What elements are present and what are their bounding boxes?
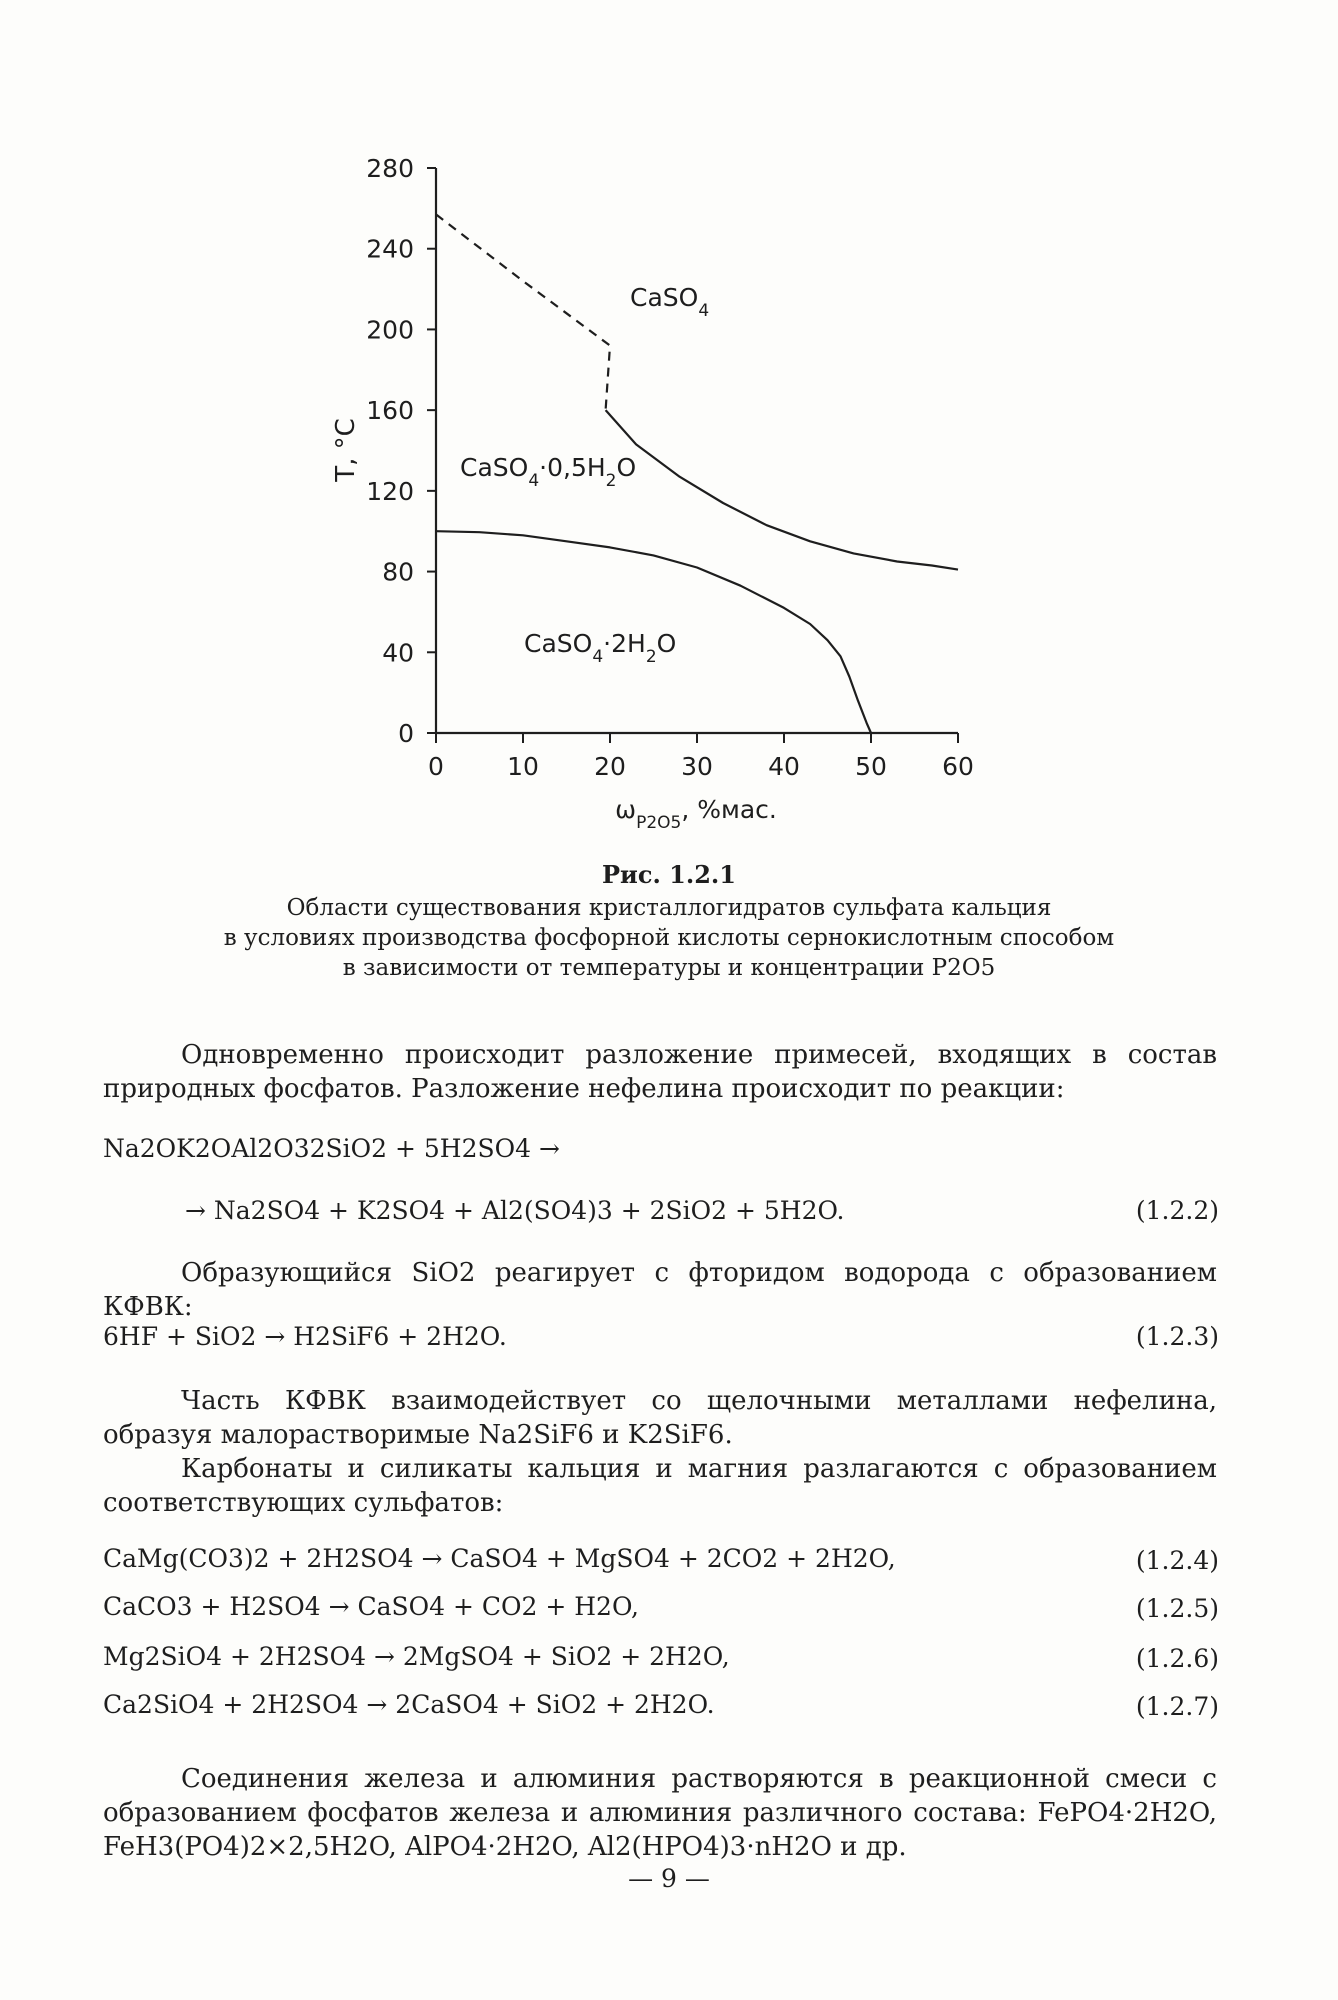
figure-title: Рис. 1.2.1 (602, 860, 736, 889)
equation: Na2OK2OAl2O32SiO2 + 5H2SO4 → (103, 1134, 560, 1163)
figure-caption-line: Области существования кристаллогидратов сульфата кальция (286, 895, 1052, 921)
equation-number: (1.2.4) (1135, 1546, 1219, 1575)
equation: Mg2SiO4 + 2H2SO4 → 2MgSO4 + SiO2 + 2H2O, (103, 1642, 730, 1671)
equation: CaMg(CO3)2 + 2H2SO4 → CaSO4 + MgSO4 + 2CO2 + 2H2O, (103, 1544, 896, 1573)
paragraph: Образующийся SiO2 реагирует с фторидом водорода с образованием КФВК: (103, 1258, 1217, 1322)
paragraph: Одновременно происходит разложение примесей, входящих в состав природных фосфатов. Разложение нефелина происходит по реакции: (103, 1040, 1217, 1104)
phase-diagram (0, 0, 1338, 840)
phase-boundary-line-3 (436, 531, 871, 733)
equation-number: (1.2.2) (1135, 1196, 1219, 1225)
x-tick-label: 20 (594, 752, 626, 781)
y-axis-label: T, °С (331, 418, 361, 482)
x-tick-label: 30 (681, 752, 713, 781)
phase-boundary-line-1 (436, 214, 610, 410)
y-tick-label: 0 (398, 719, 414, 748)
x-tick-label: 10 (507, 752, 539, 781)
region-label-dihydrate: $CaSO_4\cdot 2H_2O$ (524, 629, 677, 667)
x-tick-label: 0 (428, 752, 444, 781)
y-tick-label: 120 (366, 476, 414, 506)
figure-caption-line: в условиях производства фосфорной кислоты сернокислотным способом (223, 925, 1115, 951)
paragraph: Часть КФВК взаимодействует со щелочными металлами нефелина, образуя малорастворимые Na2SiF6 и K2SiF6. (103, 1386, 1217, 1450)
phase-boundary-line-2 (606, 410, 958, 569)
equation: CaCO3 + H2SO4 → CaSO4 + CO2 + H2O, (103, 1592, 639, 1621)
figure-caption-line: в зависимости от температуры и концентрации P2O5 (342, 955, 996, 981)
region-label-hemihydrate: $CaSO_4\cdot 0,5H_2O$ (460, 453, 637, 491)
chart-axes (436, 168, 958, 733)
paragraph: Карбонаты и силикаты кальция и магния разлагаются с образованием соответствующих сульфатов: (103, 1454, 1217, 1518)
paragraph: Соединения железа и алюминия растворяются в реакционной смеси с образованием фосфатов железа и алюминия различного состава: FePO4·2H2O, FeH3(PO4)2×2,5H2O, AlPO4·2H2O, Al2(HPO4)3·nH2O и др. (103, 1764, 1217, 1862)
y-tick-label: 280 (366, 154, 414, 183)
equation: 6HF + SiO2 → H2SiF6 + 2H2O. (103, 1322, 507, 1351)
y-tick-label: 160 (366, 396, 414, 426)
equation-number: (1.2.5) (1135, 1594, 1219, 1623)
equation-number: (1.2.7) (1135, 1692, 1219, 1721)
region-label-caso4: CaSO$_4$ (630, 283, 710, 321)
y-tick-label: 240 (366, 234, 414, 264)
chart-ticks (366, 154, 974, 781)
equation: Ca2SiO4 + 2H2SO4 → 2CaSO4 + SiO2 + 2H2O. (103, 1690, 715, 1719)
x-tick-label: 50 (855, 752, 887, 781)
x-tick-label: 40 (768, 752, 800, 781)
x-axis-label: $\omega_{P2O5}$, %мас. (615, 795, 777, 833)
page-number: — 9 — (628, 1864, 710, 1893)
y-tick-label: 200 (366, 315, 414, 345)
equation: → Na2SO4 + K2SO4 + Al2(SO4)3 + 2SiO2 + 5H2O. (185, 1196, 845, 1225)
y-tick-label: 80 (382, 557, 414, 587)
equation-number: (1.2.3) (1135, 1322, 1219, 1351)
y-tick-label: 40 (382, 638, 414, 668)
x-tick-label: 60 (942, 752, 974, 781)
equation-number: (1.2.6) (1135, 1644, 1219, 1673)
